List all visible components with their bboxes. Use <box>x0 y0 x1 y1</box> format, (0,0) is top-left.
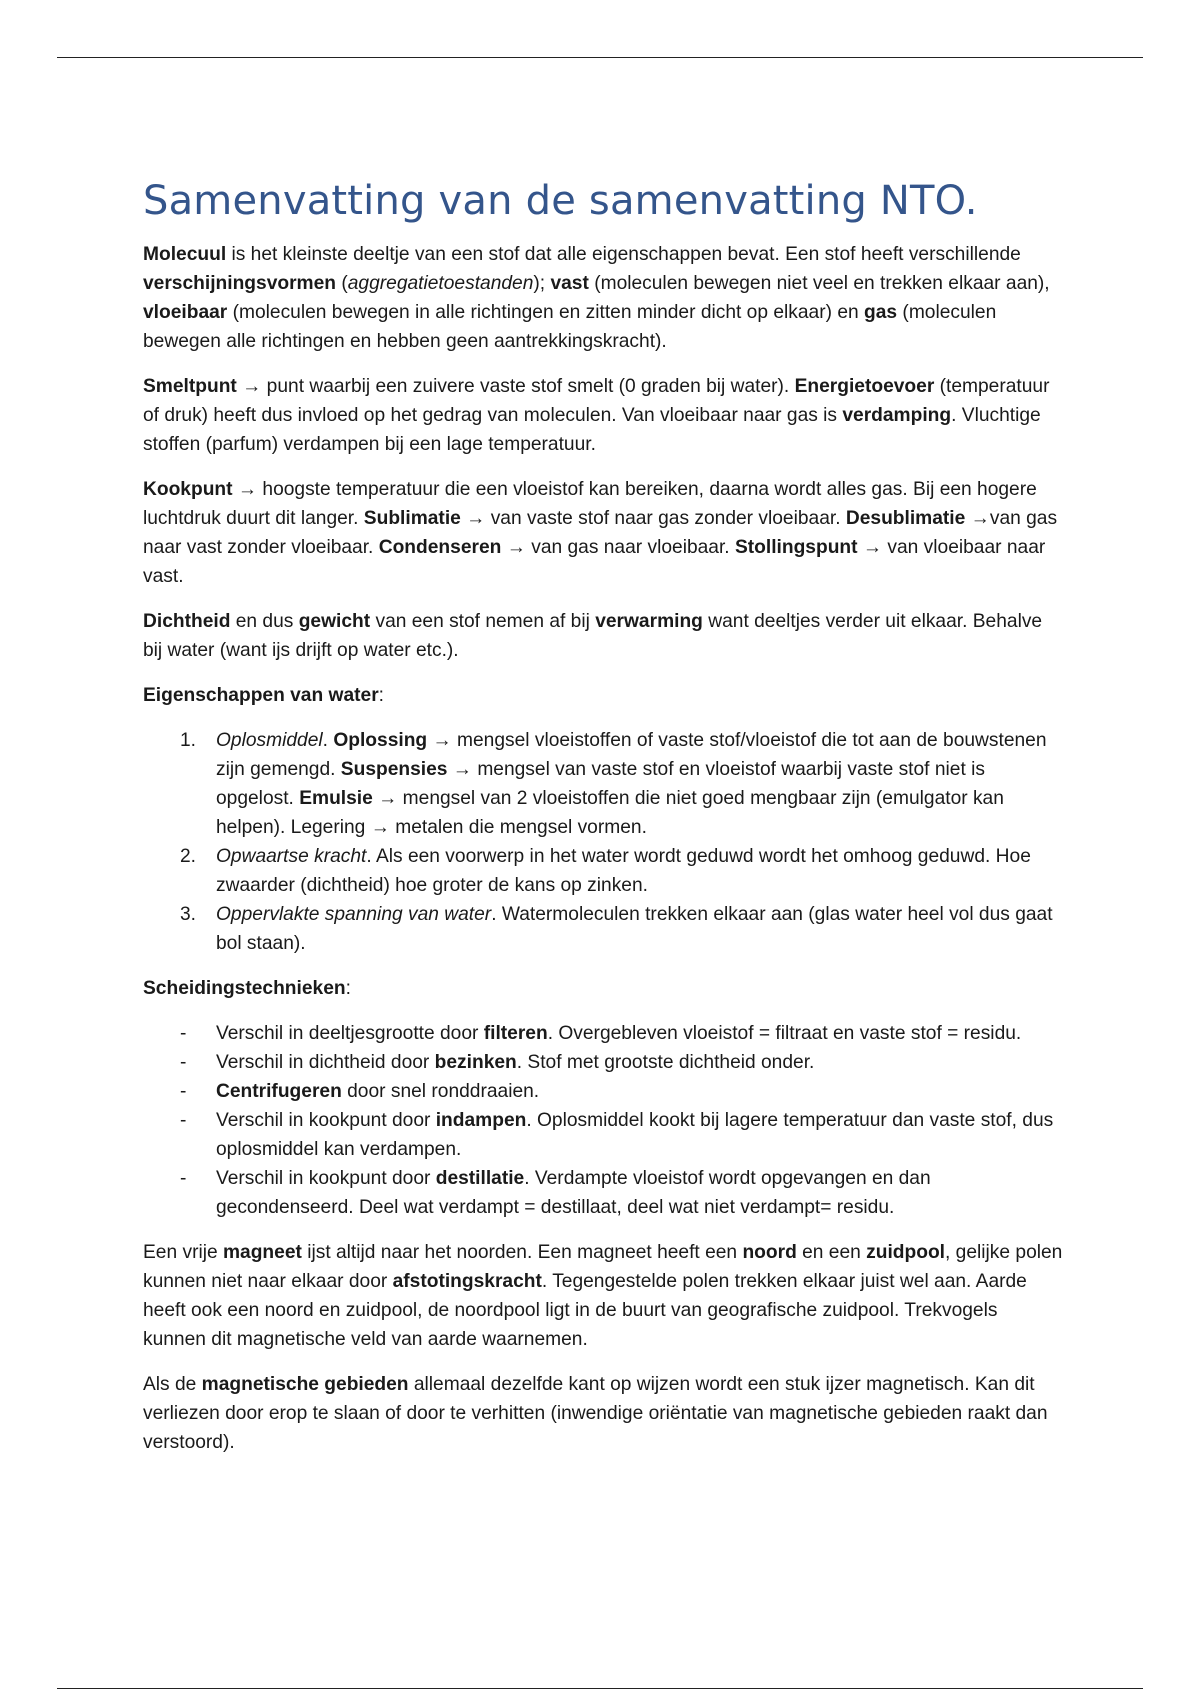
arrow-right-icon: → <box>242 376 262 397</box>
list-item: - Centrifugeren door snel ronddraaien. <box>143 1077 1063 1106</box>
arrow-right-icon: → <box>862 537 883 558</box>
paragraph-molecules: Molecuul is het kleinste deeltje van een stof dat alle eigenschappen bevat. Een stof heeft verschillende verschijningsvormen (aggregatietoestanden); vast (moleculen bewegen niet veel en trekken elkaar aan), vloeibaar (moleculen bewegen in alle richtingen en zitten minder dicht op elkaar) en gas (moleculen bewegen alle richtingen en hebben geen aantrekkingskracht). <box>143 244 1050 352</box>
document-page <box>143 176 1063 1473</box>
arrow-right-icon: → <box>237 479 258 500</box>
footer-rule <box>57 1688 1143 1689</box>
list-item: - Verschil in kookpunt door indampen. Oplosmiddel kookt bij lagere temperatuur dan vaste stof, dus oplosmiddel kan verdampen. <box>143 1106 1063 1164</box>
bullet-dash: - <box>180 1052 187 1073</box>
arrow-right-icon: → <box>506 537 526 558</box>
list-item: 2. Opwaartse kracht. Als een voorwerp in het water wordt geduwd wordt het omhoog geduwd. Hoe zwaarder (dichtheid) hoe groter de kans op zinken. <box>143 842 1063 900</box>
list-number: 1. <box>180 730 197 751</box>
term-vloeibaar: vloeibaar <box>143 302 228 323</box>
list-item: 3. Oppervlakte spanning van water. Watermoleculen trekken elkaar aan (glas water heel vol dus gaat bol staan). <box>143 900 1063 958</box>
separation-techniques-list <box>143 1019 1063 1222</box>
term-noord: noord <box>742 1242 797 1263</box>
list-number: 2. <box>180 846 197 867</box>
term-aggregatietoestanden: aggregatietoestanden <box>347 273 534 294</box>
term-zuidpool: zuidpool <box>866 1242 946 1263</box>
arrow-right-icon: → <box>432 730 452 751</box>
term-verschijningsvormen: verschijningsvormen <box>143 273 337 294</box>
arrow-right-icon: → <box>970 508 990 529</box>
water-properties-list <box>143 726 1063 958</box>
heading-separation-techniques: Scheidingstechnieken: <box>143 978 351 999</box>
term-stollingspunt: Stollingspunt <box>734 537 858 558</box>
list-item: - Verschil in kookpunt door destillatie. Verdampte vloeistof wordt opgevangen en dan gecondenseerd. Deel wat verdampt = destillaat, deel wat niet verdampt= residu. <box>143 1164 1063 1222</box>
term-smeltpunt: Smeltpunt <box>143 376 237 397</box>
arrow-right-icon: → <box>466 508 486 529</box>
page-title: Samenvatting van de samenvatting NTO. <box>143 178 978 224</box>
paragraph-smeltpunt: Smeltpunt → punt waarbij een zuivere vaste stof smelt (0 graden bij water). Energietoevoer (temperatuur of druk) heeft dus invloed op het gedrag van moleculen. Van vloeibaar naar gas is verdamping. Vluchtige stoffen (parfum) verdampen bij een lage temperatuur. <box>143 376 1050 455</box>
term-magnetische-gebieden: magnetische gebieden <box>201 1374 409 1395</box>
arrow-right-icon: → <box>370 817 390 838</box>
term-magneet: magneet <box>222 1242 302 1263</box>
list-number: 3. <box>180 904 197 925</box>
paragraph-kookpunt: Kookpunt → hoogste temperatuur die een vloeistof kan bereiken, daarna wordt alles gas. Bij een hogere luchtdruk duurt dit langer. Sublimatie → van vaste stof naar gas zonder vloeibaar. Desublimatie →van gas naar vast zonder vloeibaar. Condenseren → van gas naar vloeibaar. Stollingspunt → van vloeibaar naar vast. <box>143 479 1058 587</box>
term-energietoevoer: Energietoevoer <box>794 376 935 397</box>
bullet-dash: - <box>180 1023 187 1044</box>
term-desublimatie: Desublimatie <box>845 508 966 529</box>
paragraph-dichtheid: Dichtheid en dus gewicht van een stof nemen af bij verwarming want deeltjes verder uit elkaar. Behalve bij water (want ijs drijft op water etc.). <box>143 611 1043 661</box>
term-molecuul: Molecuul <box>143 244 227 265</box>
term-gewicht: gewicht <box>298 611 371 632</box>
arrow-right-icon: → <box>452 759 472 780</box>
bullet-dash: - <box>180 1110 187 1131</box>
arrow-right-icon: → <box>378 788 398 809</box>
bullet-dash: - <box>180 1081 187 1102</box>
header-rule <box>57 57 1143 58</box>
heading-water-properties: Eigenschappen van water: <box>143 685 384 706</box>
term-verwarming: verwarming <box>595 611 703 632</box>
list-item: - Verschil in deeltjesgrootte door filteren. Overgebleven vloeistof = filtraat en vaste stof = residu. <box>143 1019 1063 1048</box>
term-afstotingskracht: afstotingskracht <box>392 1271 542 1292</box>
bullet-dash: - <box>180 1168 187 1189</box>
paragraph-magnetische-gebieden: Als de magnetische gebieden allemaal dezelfde kant op wijzen wordt een stuk ijzer magnetisch. Kan dit verliezen door erop te slaan of door te verhitten (inwendige oriëntatie van magnetische gebieden raakt dan verstoord). <box>143 1374 1048 1453</box>
term-condenseren: Condenseren <box>378 537 502 558</box>
term-gas: gas <box>864 302 898 323</box>
list-item: - Verschil in dichtheid door bezinken. Stof met grootste dichtheid onder. <box>143 1048 1063 1077</box>
term-kookpunt: Kookpunt <box>143 479 233 500</box>
term-sublimatie: Sublimatie <box>363 508 461 529</box>
term-verdamping: verdamping <box>842 405 952 426</box>
term-dichtheid: Dichtheid <box>143 611 231 632</box>
term-vast: vast <box>550 273 589 294</box>
paragraph-magneet: Een vrije magneet ijst altijd naar het noorden. Een magneet heeft een noord en een zuidpool, gelijke polen kunnen niet naar elkaar door afstotingskracht. Tegengestelde polen trekken elkaar juist wel aan. Aarde heeft ook een noord en zuidpool, de noordpool ligt in de buurt van geografische zuidpool. Trekvogels kunnen dit magnetische veld van aarde waarnemen. <box>143 1242 1063 1350</box>
list-item: 1. Oplosmiddel. Oplossing → mengsel vloeistoffen of vaste stof/vloeistof die tot aan de bouwstenen zijn gemengd. Suspensies → mengsel van vaste stof en vloeistof waarbij vaste stof niet is opgelost. Emulsie → mengsel van 2 vloeistoffen die niet goed mengbaar zijn (emulgator kan helpen). Legering → metalen die mengsel vormen. <box>143 726 1063 842</box>
